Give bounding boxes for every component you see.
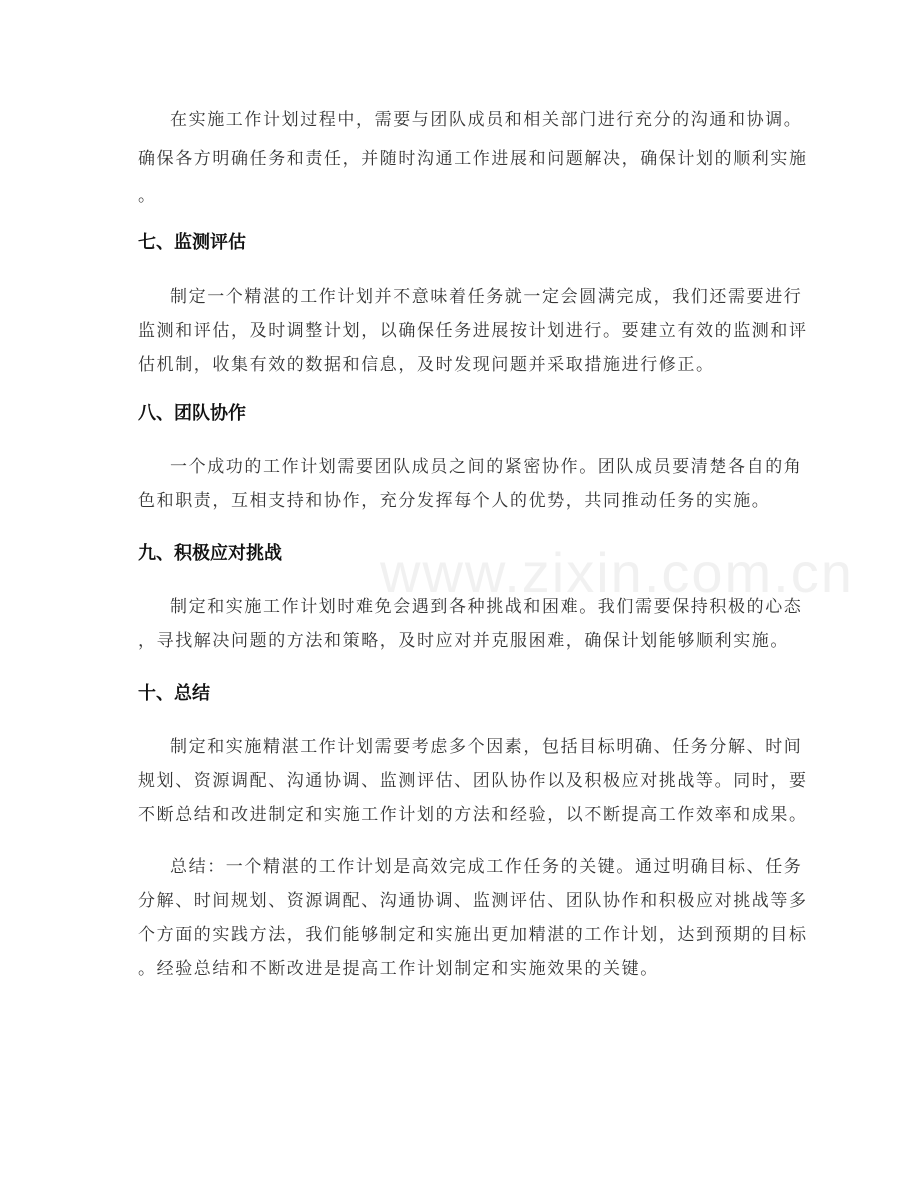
paragraph-line: ，寻找解决问题的方法和策略，及时应对并克服困难，确保计划能够顺利实施。 [138, 631, 789, 651]
paragraph-line: 监测和评估，及时调整计划，以确保任务进展按计划进行。要建立有效的监测和评 [138, 321, 808, 341]
section-heading-10: 十、总结 [138, 683, 210, 704]
paragraph-line: 分解、时间规划、资源调配、沟通协调、监测评估、团队协作和积极应对挑战等多 [138, 891, 808, 911]
section-heading-7: 七、监测评估 [138, 232, 246, 253]
paragraph-line: 。经验总结和不断改进是提高工作计划制定和实施效果的关键。 [138, 959, 659, 979]
section-heading-8: 八、团队协作 [138, 403, 246, 424]
paragraph-line: 在实施工作计划过程中，需要与团队成员和相关部门进行充分的沟通和协调。 [170, 110, 803, 130]
paragraph-line: 个方面的实践方法，我们能够制定和实施出更加精湛的工作计划，达到预期的目标 [138, 925, 808, 945]
paragraph-line: 一个成功的工作计划需要团队成员之间的紧密协作。团队成员要清楚各自的角 [170, 457, 803, 477]
paragraph-line: 估机制，收集有效的数据和信息，及时发现问题并采取措施进行修正。 [138, 355, 715, 375]
paragraph-line: 。 [138, 186, 157, 206]
paragraph-line: 制定一个精湛的工作计划并不意味着任务就一定会圆满完成，我们还需要进行 [170, 287, 803, 307]
watermark: www.zixin.com.cn [380, 541, 854, 604]
section-heading-9: 九、积极应对挑战 [138, 543, 282, 564]
paragraph-line: 色和职责，互相支持和协作，充分发挥每个人的优势，共同推动任务的实施。 [138, 491, 771, 511]
paragraph-line: 总结：一个精湛的工作计划是高效完成工作任务的关键。通过明确目标、任务 [170, 857, 803, 877]
paragraph-line: 确保各方明确任务和责任，并随时沟通工作进展和问题解决，确保计划的顺利实施 [138, 149, 808, 169]
paragraph-line: 制定和实施工作计划时难免会遇到各种挑战和困难。我们需要保持积极的心态 [170, 597, 803, 617]
paragraph-line: 不断总结和改进制定和实施工作计划的方法和经验，以不断提高工作效率和成果。 [138, 805, 808, 825]
paragraph-line: 制定和实施精湛工作计划需要考虑多个因素，包括目标明确、任务分解、时间 [170, 737, 803, 757]
paragraph-line: 规划、资源调配、沟通协调、监测评估、团队协作以及积极应对挑战等。同时，要 [138, 771, 808, 791]
